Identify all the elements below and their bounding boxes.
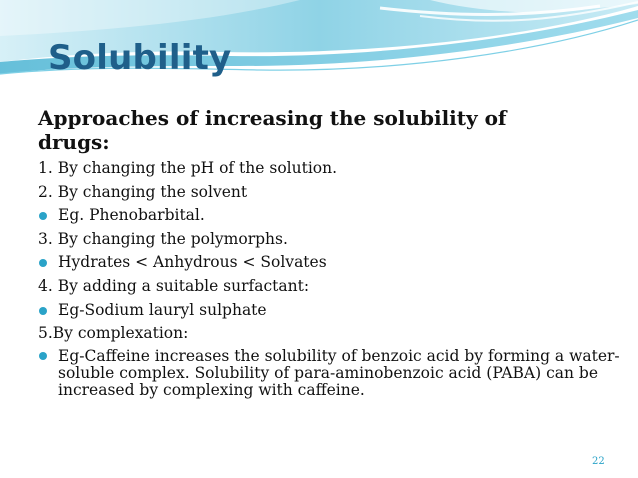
bullet-dot-icon <box>39 212 47 220</box>
bullet-item <box>38 299 628 323</box>
bullet-dot-icon <box>39 259 47 267</box>
approach-line-1: 1. By changing the pH of the solution. <box>38 159 338 177</box>
bullet-dot-icon <box>39 307 47 315</box>
approach-line-2: 2. By changing the solvent <box>38 182 248 201</box>
approach-line-5: 5.By complexation: <box>38 324 189 343</box>
bullet-text: Eg-Sodium lauryl sulphate <box>58 300 267 319</box>
bullet-text: Eg-Caffeine increases the solubility of benzoic acid by forming a water-soluble complex. Solubility of para-aminobenzoic acid (PABA) can be increased by complexing with caffeine. <box>58 346 620 399</box>
bullet-item <box>38 251 628 275</box>
bullet-text: Eg. Phenobarbital. <box>58 206 205 225</box>
approach-line-4: 4. By adding a suitable surfactant: <box>38 276 310 295</box>
slide-title: Solubility <box>48 38 232 78</box>
bullet-text: Hydrates < Anhydrous < Solvates <box>58 253 327 272</box>
slide-body <box>38 157 628 399</box>
bullet-item <box>38 204 628 228</box>
slide-subtitle: Approaches of increasing the solubility of drugs: <box>38 106 507 154</box>
page-number: 22 <box>592 456 605 467</box>
approach-line-3: 3. By changing the polymorphs. <box>38 229 288 248</box>
bullet-item <box>38 346 628 399</box>
bullet-dot-icon <box>39 352 47 360</box>
